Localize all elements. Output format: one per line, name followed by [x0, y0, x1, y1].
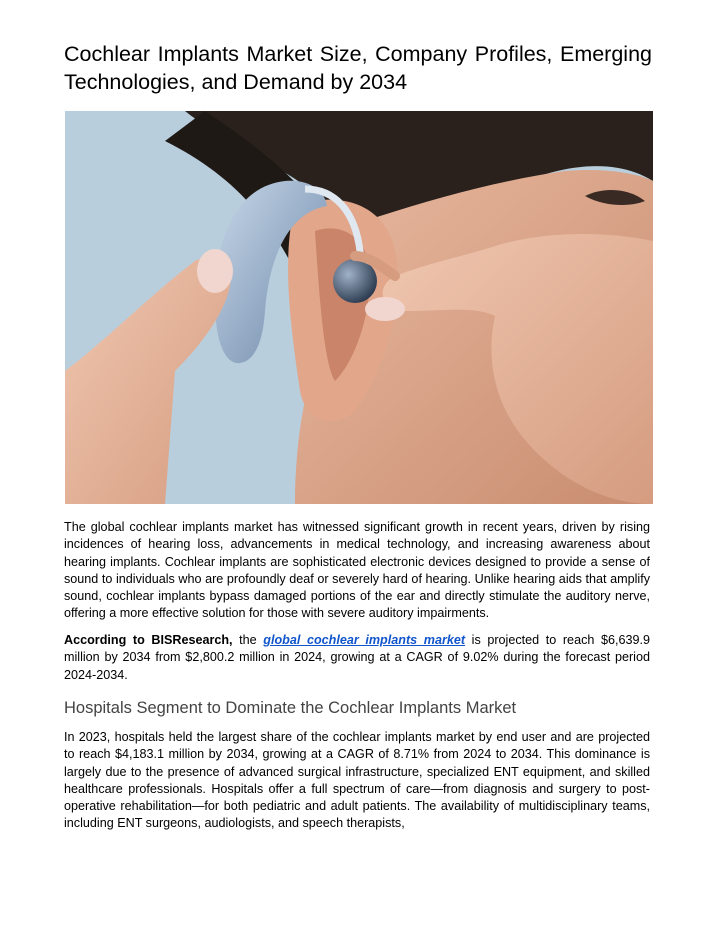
- hearing-aid-photo: [65, 111, 653, 504]
- intro-paragraph: The global cochlear implants market has witnessed significant growth in recent years, driven by rising incidences of hearing loss, advancements in medical technology, and increasing awareness about hearing implants. Cochlear implants are sophisticated electronic devices designed to provide a sense of sound to individuals who are profoundly deaf or severely hard of hearing. Unlike hearing aids that amplify sound, cochlear implants bypass damaged portions of the ear and directly stimulate the auditory nerve, offering a more effective solution for those with severe auditory impairments.: [64, 520, 650, 621]
- market-link[interactable]: global cochlear implants market: [263, 633, 466, 647]
- source-label: According to BISResearch,: [64, 633, 233, 647]
- section-heading: Hospitals Segment to Dominate the Cochlear Implants Market: [64, 699, 517, 717]
- p2-rest-text: is projected to reach $6,639.9 million by 2034 from $2,800.2 million in 2024, growing at a CAGR of 9.02% during the forecast period 2024-2034.: [64, 633, 650, 682]
- page-title: Cochlear Implants Market Size, Company Profiles, Emerging Technologies, and Demand by 2034: [64, 42, 652, 94]
- market-paragraph: [64, 632, 650, 684]
- hospitals-paragraph: In 2023, hospitals held the largest share of the cochlear implants market by end user and are projected to reach $4,183.1 million by 2034, growing at a CAGR of 8.71% from 2024 to 2034. This dominance is largely due to the presence of advanced surgical infrastructure, specialized ENT equipment, and skilled healthcare professionals. Hospitals offer a full spectrum of care—from diagnosis and surgery to post-operative rehabilitation—for both pediatric and adult patients. The availability of multidisciplinary teams, including ENT surgeons, audiologists, and speech therapists,: [64, 730, 650, 831]
- p2-pre-link-text: the: [232, 633, 264, 647]
- photo-illustration: [65, 111, 653, 504]
